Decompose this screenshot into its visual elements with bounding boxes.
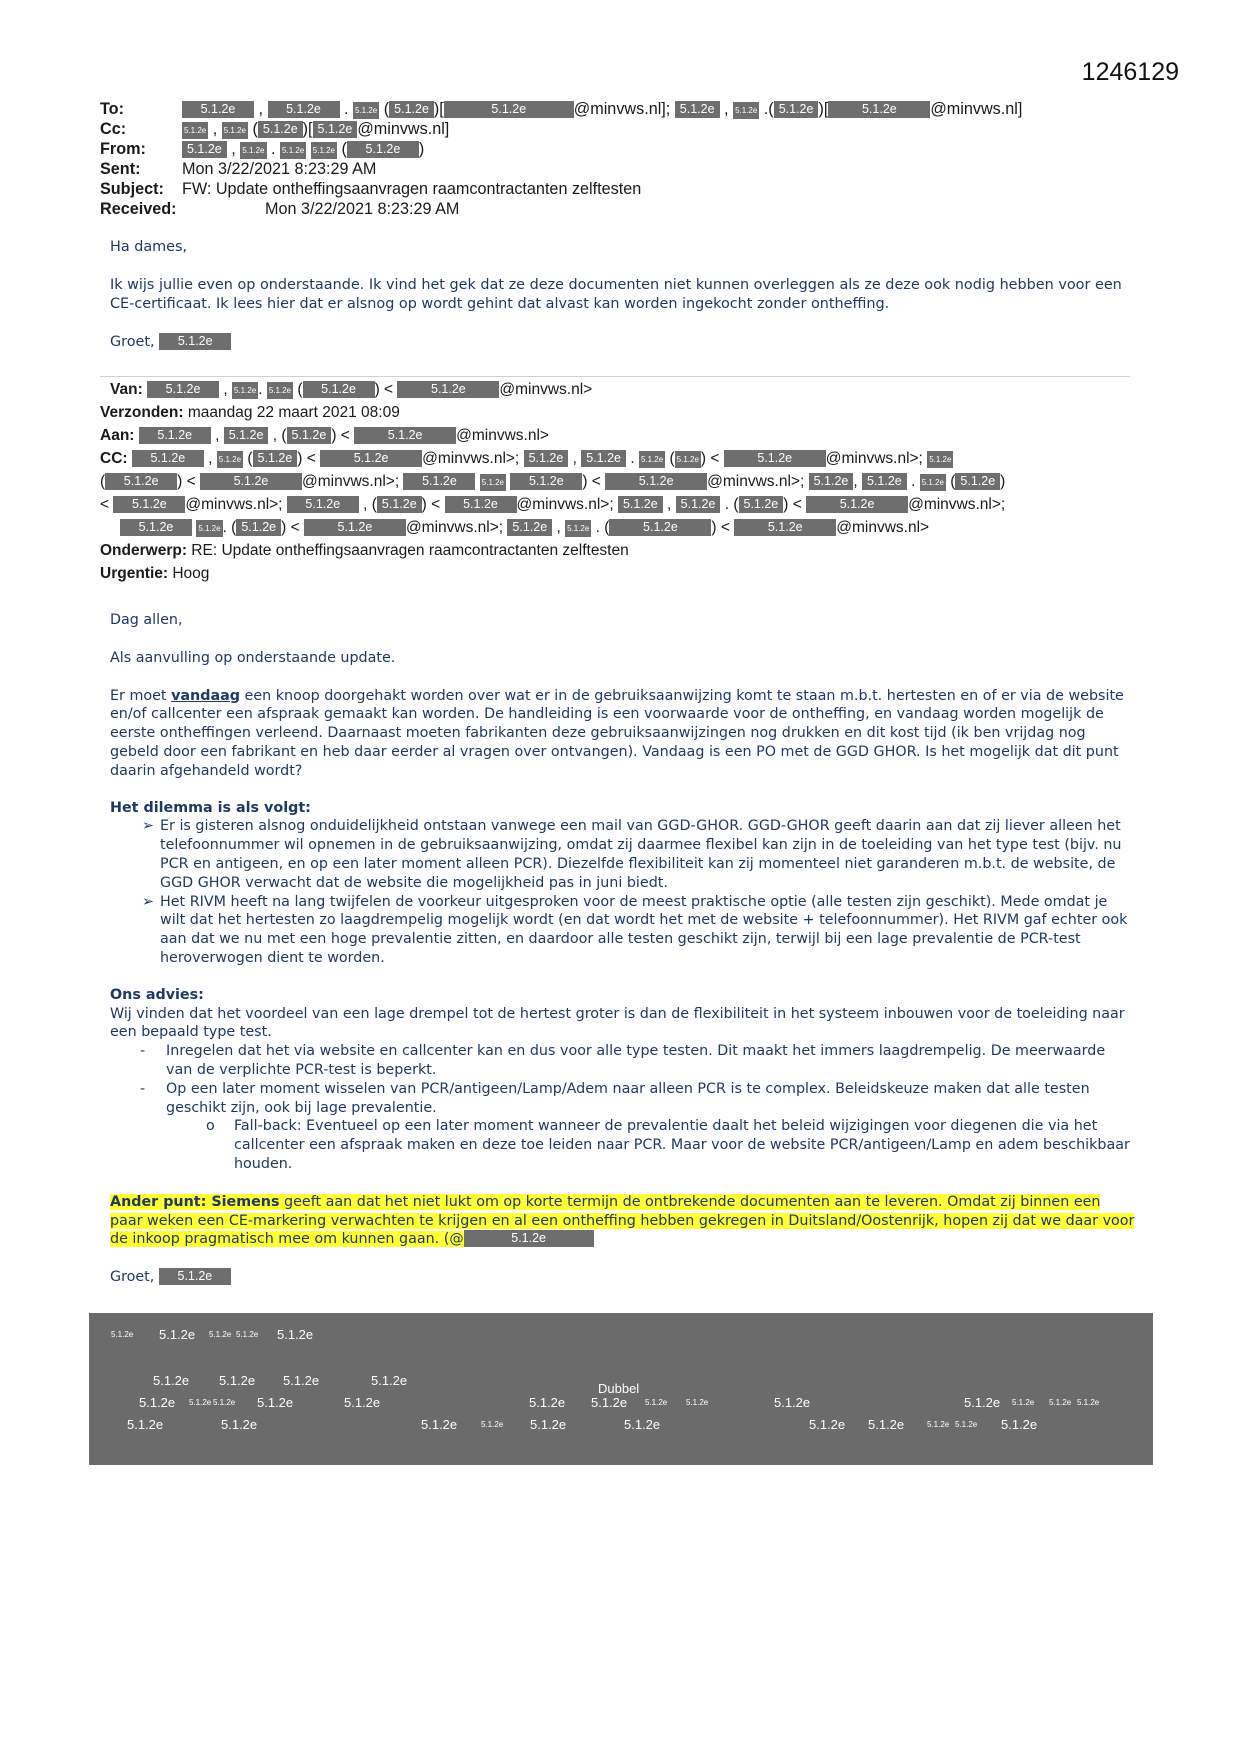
redacted-signature-block: 5.1.2e 5.1.2e 5.1.2e 5.1.2e 5.1.2e 5.1.2e 5.1.2e 5.1.2e 5.1.2e Dubbel 5.1.2e 5.1.2e 5.1.2e 5.1.2e 5.1.2e 5.1.2e 5.1.2e 5.1.2e 5.1.2e 5.1.2e 5.1.2e 5.1.2e 5.1.2e 5.1.2e 5.1.2e 5.1.2e 5.1.2e 5.1.2e 5.1.2e 5.1.2e 5.1.2e 5.1.2e 5.1.2e 5.1.2e 5.1.2e <box>89 1313 1153 1465</box>
verzonden-value: maandag 22 maart 2021 08:09 <box>187 404 400 421</box>
redaction: 5.1.2e <box>196 520 222 537</box>
cc-row-3: < 5.1.2e @minvws.nl>; 5.1.2e , ( 5.1.2e ) < 5.1.2e @minvws.nl>; 5.1.2e , 5.1.2e . ( 5.1.2e ) < 5.1.2e @minvws.nl>; <box>100 496 1006 513</box>
redaction: 5.1.2e <box>927 451 953 468</box>
from-row: From: 5.1.2e , 5.1.2e . 5.1.2e 5.1.2e ( 5.1.2e ) <box>100 140 425 158</box>
redaction: 5.1.2e <box>232 382 258 399</box>
redaction: 5.1.2e <box>313 121 358 138</box>
email-header <box>100 99 1160 219</box>
redaction: 5.1.2e <box>222 122 248 139</box>
verzonden-row: Verzonden: maandag 22 maart 2021 08:09 <box>100 404 400 421</box>
redaction: 5.1.2e <box>354 427 456 444</box>
redaction: 5.1.2e <box>480 474 506 491</box>
reply-message <box>110 238 1135 352</box>
redaction: 5.1.2e <box>217 451 243 468</box>
from-label: From: <box>100 140 146 158</box>
redaction: 5.1.2e <box>182 122 208 139</box>
onderwerp-value: RE: Update ontheffingsaanvragen raamcontractanten zelftesten <box>191 542 629 559</box>
cc-row: Cc: 5.1.2e , 5.1.2e ( 5.1.2e )[ 5.1.2e @minvws.nl] <box>100 120 450 138</box>
received-value: Mon 3/22/2021 8:23:29 AM <box>265 200 460 218</box>
advies-title: Ons advies: <box>110 986 204 1003</box>
to-row: To: 5.1.2e , 5.1.2e . 5.1.2e ( 5.1.2e )[ 5.1.2e @minvws.nl]; 5.1.2e , 5.1.2e .( 5.1.2e )[ 5.1.2e @minvws.nl] <box>100 100 1023 118</box>
redaction: 5.1.2e <box>507 519 552 536</box>
redaction: 5.1.2e <box>139 427 211 444</box>
redaction: 5.1.2e <box>113 496 185 513</box>
cc-row-1: CC: 5.1.2e , 5.1.2e ( 5.1.2e ) < 5.1.2e @minvws.nl>; 5.1.2e , 5.1.2e . 5.1.2e ( 5.1.2e ) < 5.1.2e @minvws.nl>; 5.1.2e <box>100 450 952 467</box>
redaction: 5.1.2e <box>862 473 907 490</box>
redaction: 5.1.2e <box>774 101 819 118</box>
redaction: 5.1.2e <box>280 142 306 159</box>
reply-greeting: Ha dames, <box>110 239 188 255</box>
urgentie-value: Hoog <box>172 565 210 582</box>
subject-row <box>100 179 1160 199</box>
to-domain-2: @minvws.nl] <box>930 100 1023 118</box>
redaction: 5.1.2e <box>182 141 227 158</box>
redaction: 5.1.2e <box>240 142 266 159</box>
redaction: 5.1.2e <box>389 101 434 118</box>
advies-subitem: o Fall-back: Eventueel op een later moment wanneer de prevalentie daalt het beleid wijzigingen voor diegenen die via het callcenter een afspraak maken en deze toe leiden naar PCR. Maar voor de website PCR/antigeen/Lamp en adem beschikbaar houden. <box>206 1118 1130 1172</box>
cc-row-4: 5.1.2e 5.1.2e . ( 5.1.2e ) < 5.1.2e @minvws.nl>; 5.1.2e , 5.1.2e . ( 5.1.2e ) < 5.1.2e @minvws.nl> <box>100 516 1140 539</box>
redaction: 5.1.2e <box>258 121 303 138</box>
circle-bullet-icon: o <box>206 1118 215 1135</box>
van-row: Van: 5.1.2e , 5.1.2e . 5.1.2e ( 5.1.2e ) < 5.1.2e @minvws.nl> <box>110 381 593 398</box>
redaction: 5.1.2e <box>464 1230 594 1247</box>
redaction: 5.1.2e <box>739 496 784 513</box>
redaction: 5.1.2e <box>147 381 219 398</box>
forwarded-body <box>110 611 1135 1287</box>
dilemma-item-2: ➢ Het RIVM heeft na lang twijfelen de voorkeur uitgesproken voor de meest praktische optie (alle testen zijn geschikt). Mede omdat je wilt dat het hertesten zo laagdrempelig mogelijk wordt (en dat wordt het met de website + telefoonnummer). Het RIVM gaf echter ook aan dat we nu met een hoge prevalentie zitten, en daardoor alle testen geschikt zijn, terwijl bij een lage prevalentie de PCR-test heroverwogen dient te worden. <box>142 893 1128 966</box>
redaction: 5.1.2e <box>267 382 293 399</box>
today-emphasis: vandaag <box>171 687 240 704</box>
redaction: 5.1.2e <box>806 496 908 513</box>
received-row <box>100 199 1160 219</box>
body-intro: Als aanvulling op onderstaande update. <box>110 649 396 666</box>
sent-label: Sent: <box>100 160 141 178</box>
redaction: 5.1.2e <box>524 450 569 467</box>
redaction: 5.1.2e <box>253 450 298 467</box>
redaction: 5.1.2e <box>510 473 582 490</box>
redaction: 5.1.2e <box>403 473 475 490</box>
advies-intro: Wij vinden dat het voordeel van een lage drempel tot de hertest groter is dan de flexibiliteit in het systeem inbouwen voor de toeleiding naar een bepaald type test. <box>110 1005 1125 1041</box>
sent-value: Mon 3/22/2021 8:23:29 AM <box>182 160 377 178</box>
redaction: 5.1.2e <box>304 519 406 536</box>
body-signoff: Groet, 5.1.2e <box>110 1268 1135 1287</box>
redaction: 5.1.2e <box>320 450 422 467</box>
sent-row <box>100 159 1160 179</box>
cc-domain: @minvws.nl] <box>357 120 450 138</box>
redaction: 5.1.2e <box>609 519 711 536</box>
redaction: 5.1.2e <box>200 473 302 490</box>
redaction: 5.1.2e <box>955 473 1000 490</box>
body-greeting: Dag allen, <box>110 612 183 628</box>
redaction: 5.1.2e <box>287 427 332 444</box>
redaction: 5.1.2e <box>287 496 359 513</box>
subject-label: Subject: <box>100 180 164 198</box>
onderwerp-row: Onderwerp: RE: Update ontheffingsaanvragen raamcontractanten zelftesten <box>100 542 629 559</box>
received-label: Received: <box>100 200 177 218</box>
arrow-bullet-icon: ➢ <box>142 893 154 910</box>
redaction: 5.1.2e <box>675 451 701 468</box>
reply-signoff: Groet, 5.1.2e <box>110 333 1135 352</box>
redaction: 5.1.2e <box>132 450 204 467</box>
redaction: 5.1.2e <box>377 496 422 513</box>
redaction: 5.1.2e <box>120 519 192 536</box>
cc-row-2: ( 5.1.2e ) < 5.1.2e @minvws.nl>; 5.1.2e 5.1.2e 5.1.2e ) < 5.1.2e @minvws.nl>; 5.1.2e , 5.1.2e . 5.1.2e ( 5.1.2e ) <box>100 473 1006 490</box>
body-paragraph-1: Er moet vandaag een knoop doorgehakt worden over wat er in de gebruiksaanwijzing komt te staan m.b.t. hertesten en of er via de website en/of callcenter een afspraak gemaakt kan worden. De handleiding is een voorwaarde voor de ontheffing, en vandaag worden mogelijk de eerste ontheffingen verleend. Daarnaast moeten fabrikanten deze gebruiksaanwijzingen nog drukken en dit kost tijd (ik ben vrijdag nog gebeld door een fabrikant en heb daar eerder al vragen over ontvangen). Vandaag is een PO met de GGD GHOR. Is het mogelijk dat dit punt daarin afgehandeld wordt? <box>110 687 1124 779</box>
redaction: 5.1.2e <box>444 101 574 118</box>
redaction: 5.1.2e <box>445 496 517 513</box>
redaction: 5.1.2e <box>809 473 854 490</box>
redaction: 5.1.2e <box>675 101 720 118</box>
forwarded-header <box>100 378 1140 585</box>
redaction: 5.1.2e <box>581 450 626 467</box>
redaction: 5.1.2e <box>605 473 707 490</box>
ander-punt: Ander punt: Siemens geeft aan dat het niet lukt om op korte termijn de ontbrekende documenten aan te leveren. Omdat zij binnen een paar weken een CE-markering verwachten te krijgen en al een ontheffing hebben gekregen in Duitsland/Oostenrijk, hopen zij dat we daar voor de inkoop pragmatisch mee om kunnen gaan. (@ 5.1.2e <box>110 1193 1135 1248</box>
redaction: 5.1.2e <box>724 450 826 467</box>
arrow-bullet-icon: ➢ <box>142 818 154 835</box>
redaction: 5.1.2e <box>828 101 930 118</box>
redaction: 5.1.2e <box>224 427 269 444</box>
redaction: 5.1.2e <box>618 496 663 513</box>
footer-word: Dubbel <box>598 1381 640 1396</box>
dilemma-item-1: ➢ Er is gisteren alsnog onduidelijkheid ontstaan vanwege een mail van GGD-GHOR. GGD-GHOR geeft daarin aan dat zij liever alleen het telefoonnummer wil opnemen in de gebruiksaanwijzing, omdat zij daarmee flexibel kan zijn in de toeleiding van het type test (bijv. nu PCR en antigeen, en op een later moment alleen PCR). Diezelfde flexibiliteit kan zij momenteel niet garanderen m.b.t. de website, de GGD GHOR verwacht dat de website die mogelijkheid pas in juni biedt. <box>142 818 1122 891</box>
urgentie-row: Urgentie: Hoog <box>100 565 210 582</box>
to-label: To: <box>100 100 124 118</box>
redaction: 5.1.2e <box>303 381 375 398</box>
redaction: 5.1.2e <box>105 473 177 490</box>
cc-label: Cc: <box>100 120 127 138</box>
redaction: 5.1.2e <box>311 142 337 159</box>
to-domain-1: @minvws.nl]; <box>573 100 671 118</box>
redaction: 5.1.2e <box>920 474 946 491</box>
redaction: 5.1.2e <box>639 451 665 468</box>
advies-item-2: - Op een later moment wisselen van PCR/antigeen/Lamp/Adem naar alleen PCR is te complex. Beleidskeuze maken dat alle testen geschikt zijn, ook bij lage prevalentie. <box>140 1080 1090 1116</box>
redaction: 5.1.2e <box>236 519 281 536</box>
dilemma-title: Het dilemma is als volgt: <box>110 799 311 816</box>
document-number: 1246129 <box>1081 58 1179 86</box>
redaction: 5.1.2e <box>734 519 836 536</box>
redaction: 5.1.2e <box>268 101 340 118</box>
redaction: 5.1.2e <box>347 141 419 158</box>
redaction: 5.1.2e <box>676 496 721 513</box>
redaction: 5.1.2e <box>733 102 759 119</box>
reply-paragraph: Ik wijs jullie even op onderstaande. Ik vind het gek dat ze deze documenten niet kunnen overleggen als ze deze ook nodig hebben voor een CE-certificaat. Ik lees hier dat er alsnog op wordt gehint dat alvast kan worden ingekocht zonder ontheffing. <box>110 277 1122 312</box>
advies-item-1: - Inregelen dat het via website en callcenter kan en dus voor alle type testen. Dit maakt het immers laagdrempelig. De meerwaarde van de verplichte PCR-test is beperkt. <box>140 1043 1106 1078</box>
redaction: 5.1.2e <box>353 102 379 119</box>
subject-value: FW: Update ontheffingsaanvragen raamcontractanten zelftesten <box>182 180 642 198</box>
redaction: 5.1.2e <box>397 381 499 398</box>
separator-line <box>100 376 1130 377</box>
redaction: 5.1.2e <box>159 1268 231 1285</box>
redaction: 5.1.2e <box>159 333 231 350</box>
redaction: 5.1.2e <box>182 101 254 118</box>
redaction: 5.1.2e <box>565 520 591 537</box>
aan-row: Aan: 5.1.2e , 5.1.2e , ( 5.1.2e ) < 5.1.2e @minvws.nl> <box>100 427 549 444</box>
